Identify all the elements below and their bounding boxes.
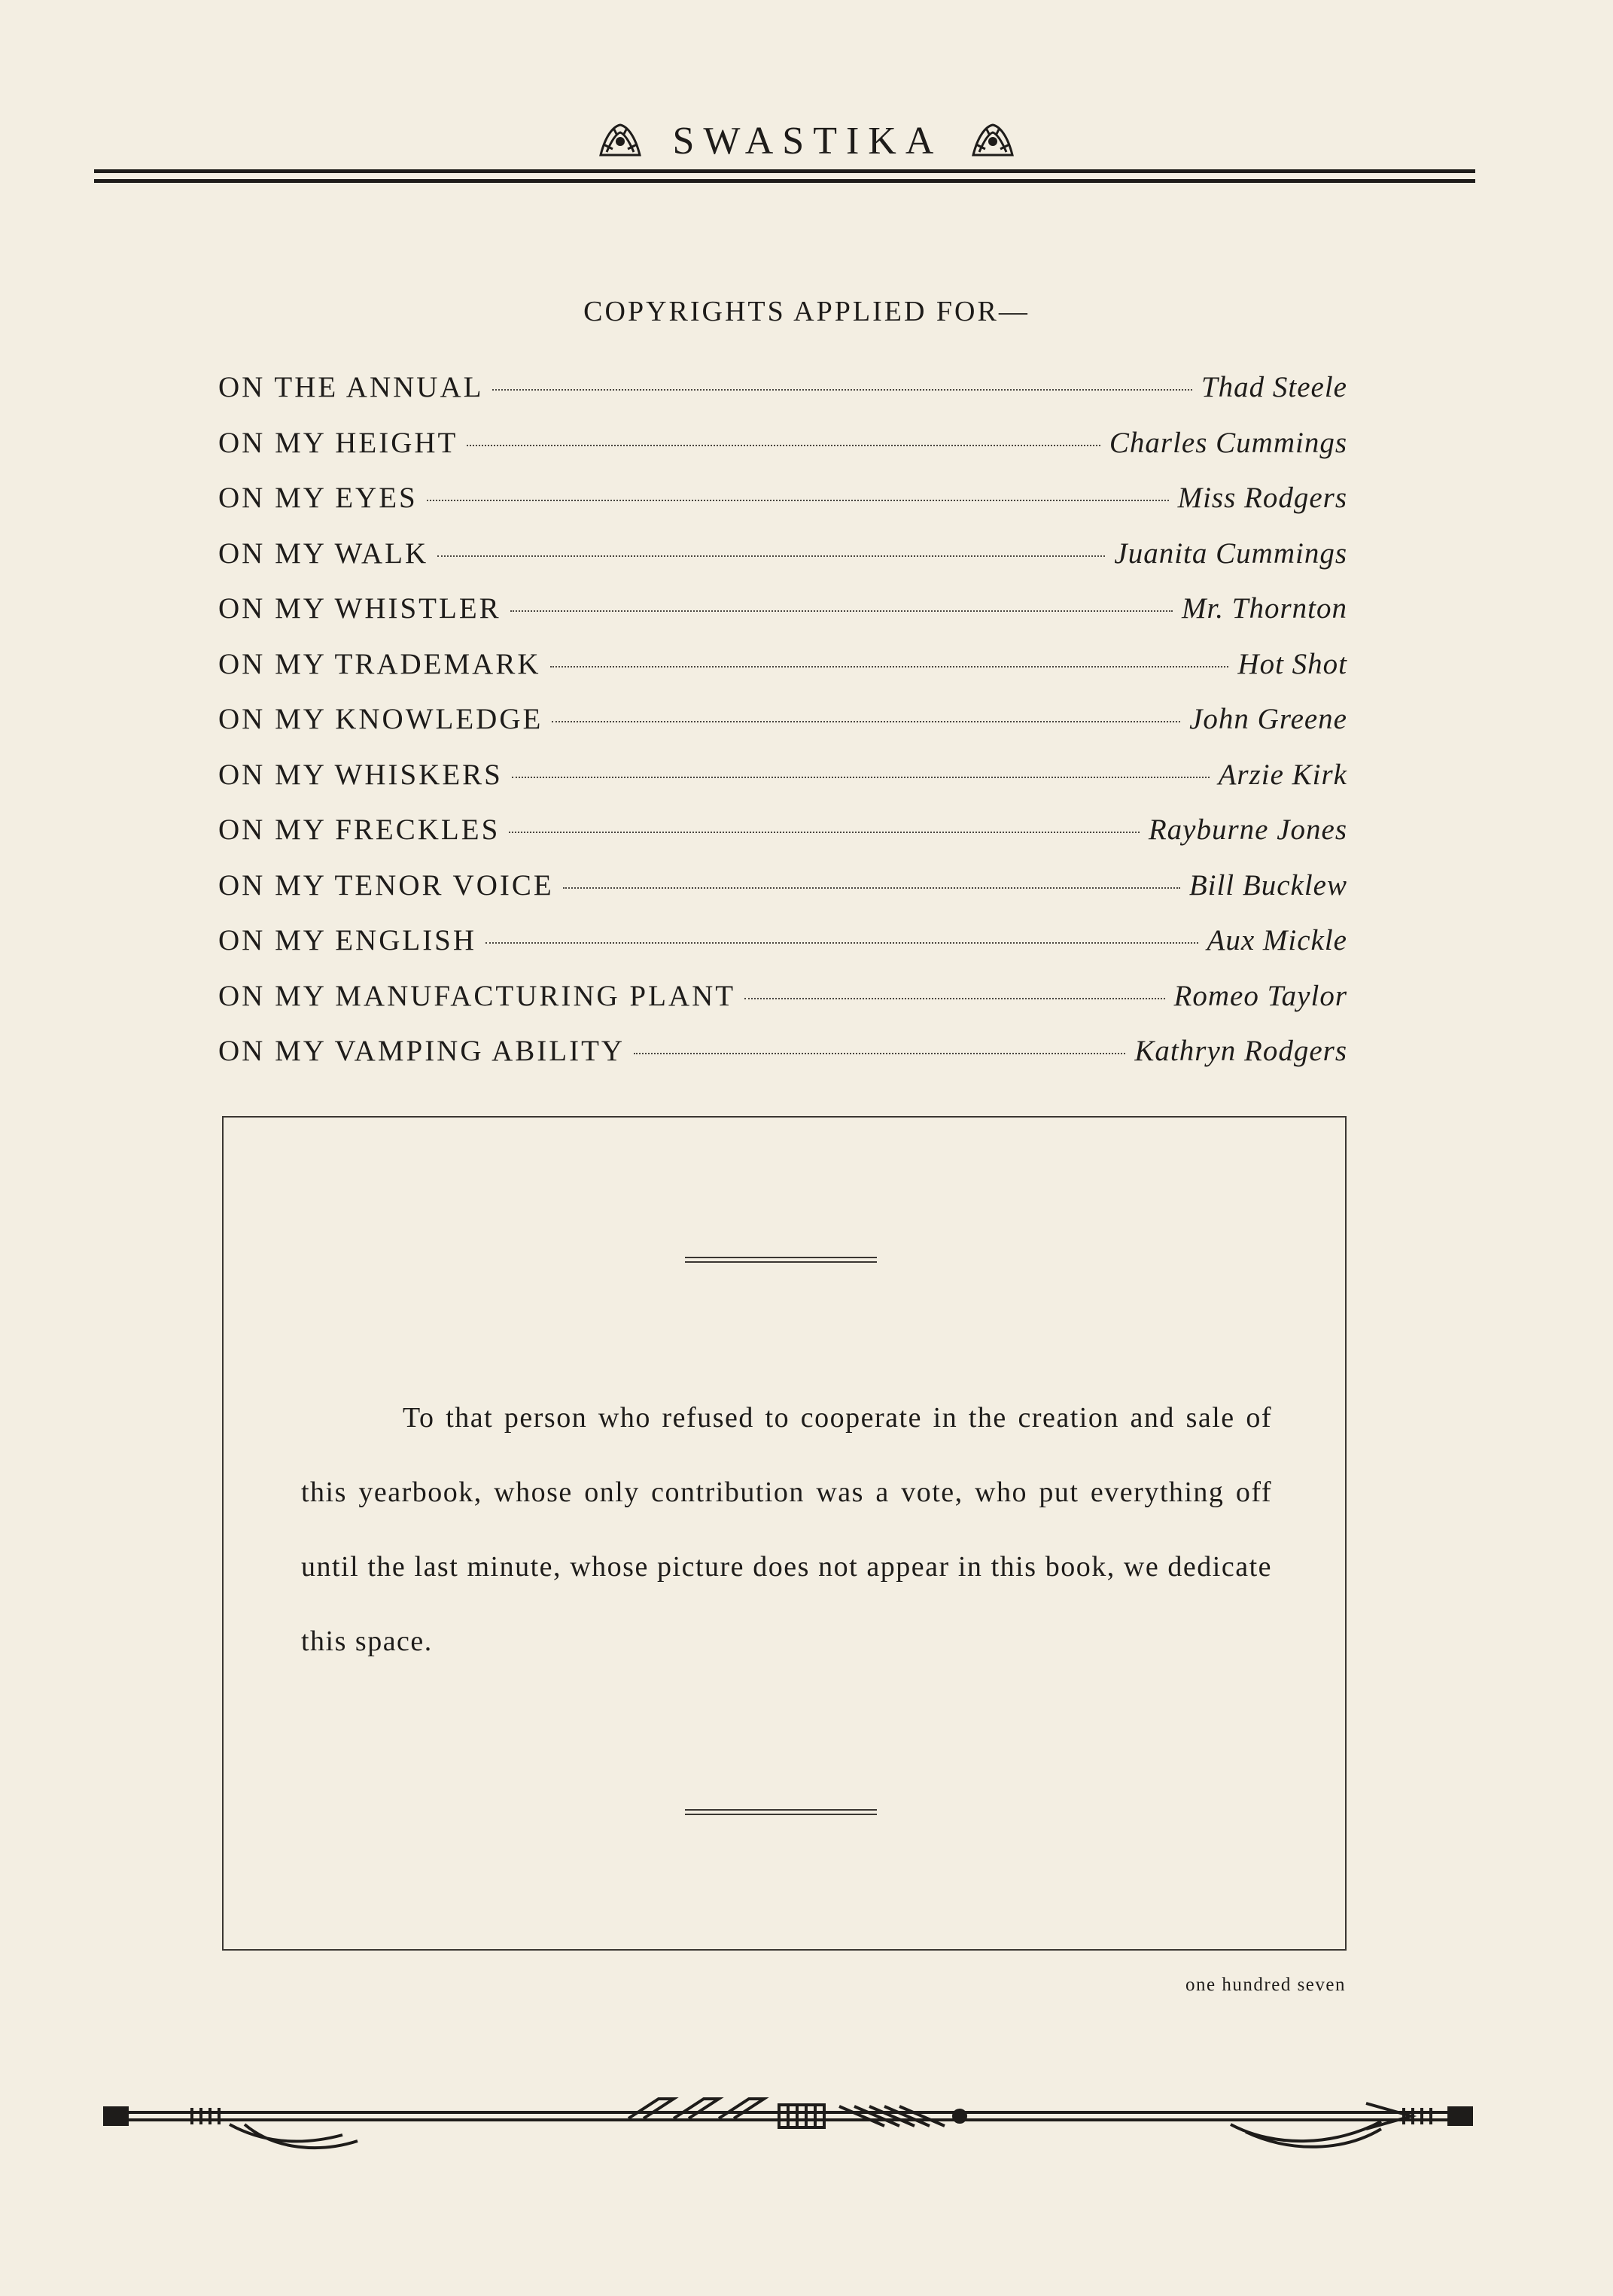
- entry-name: Charles Cummings: [1109, 426, 1347, 459]
- entry-label: ON MY TRADEMARK: [218, 647, 541, 680]
- list-item: [218, 591, 1347, 647]
- page-number: one hundred seven: [1185, 1975, 1346, 1995]
- dot-leader: [550, 666, 1229, 668]
- entry-label: ON MY TENOR VOICE: [218, 868, 554, 902]
- dot-leader: [744, 998, 1164, 999]
- dot-leader: [427, 500, 1169, 501]
- list-item: [218, 868, 1347, 924]
- list-item: [218, 647, 1347, 703]
- arrow-border-ornament-icon: [102, 2088, 1479, 2160]
- entry-label: ON MY WHISKERS: [218, 758, 503, 791]
- header-rule-top: [94, 169, 1475, 173]
- header-title: SWASTIKA: [672, 120, 941, 163]
- copyright-list: [218, 370, 1347, 1090]
- dot-leader: [437, 555, 1105, 557]
- dot-leader: [552, 721, 1180, 722]
- entry-label: ON MY FRECKLES: [218, 813, 501, 846]
- short-rule-bottom: [685, 1809, 877, 1818]
- entry-label: ON MY EYES: [218, 482, 418, 514]
- entry-name: Romeo Taylor: [1173, 979, 1347, 1012]
- dedication-text: To that person who refused to cooperate in the creation and sale of this yearbook, whose only contribution was a vote, who put everything off until the last minute, whose picture does not appear in this book, we dedicate this space.: [301, 1402, 1272, 1657]
- dot-leader: [563, 887, 1180, 889]
- entry-label: ON MY KNOWLEDGE: [218, 703, 543, 735]
- list-item: [218, 537, 1347, 592]
- entry-label: ON MY HEIGHT: [218, 426, 458, 459]
- entry-name: John Greene: [1189, 703, 1347, 735]
- list-item: [218, 813, 1347, 868]
- list-item: [218, 923, 1347, 979]
- entry-label: ON THE ANNUAL: [218, 371, 484, 403]
- entry-name: Kathryn Rodgers: [1134, 1035, 1347, 1067]
- list-item: [218, 370, 1347, 426]
- header-rule-bottom: [94, 179, 1475, 183]
- entry-label: ON MY WALK: [218, 537, 429, 570]
- dot-leader: [509, 832, 1140, 833]
- list-item: [218, 426, 1347, 482]
- list-item: [218, 758, 1347, 813]
- dot-leader: [485, 942, 1198, 944]
- entry-name: Bill Bucklew: [1188, 868, 1347, 902]
- list-item: [218, 1034, 1347, 1090]
- list-item: [218, 979, 1347, 1035]
- page-header: [0, 119, 1613, 168]
- short-rule-top: [685, 1257, 877, 1266]
- entry-name: Juanita Cummings: [1114, 537, 1347, 570]
- dot-leader: [634, 1053, 1125, 1054]
- entry-label: ON MY VAMPING ABILITY: [218, 1035, 625, 1067]
- dot-leader: [510, 610, 1173, 612]
- entry-name: Mr. Thornton: [1181, 592, 1347, 625]
- entry-name: Miss Rodgers: [1177, 482, 1347, 514]
- entry-label: ON MY ENGLISH: [218, 924, 477, 956]
- floral-ornament-left-icon: [598, 122, 643, 168]
- entry-label: ON MY MANUFACTURING PLANT: [218, 979, 736, 1012]
- floral-ornament-right-icon: [970, 122, 1015, 168]
- entry-name: Thad Steele: [1201, 371, 1347, 403]
- entry-name: Aux Mickle: [1207, 924, 1347, 956]
- entry-name: Rayburne Jones: [1148, 813, 1347, 846]
- list-item: [218, 481, 1347, 537]
- dot-leader: [512, 777, 1210, 778]
- dot-leader: [492, 389, 1192, 391]
- list-item: [218, 702, 1347, 758]
- section-title: COPYRIGHTS APPLIED FOR—: [583, 296, 1030, 327]
- entry-label: ON MY WHISTLER: [218, 592, 501, 625]
- dot-leader: [467, 445, 1100, 446]
- entry-name: Arzie Kirk: [1218, 758, 1347, 791]
- entry-name: Hot Shot: [1237, 647, 1347, 680]
